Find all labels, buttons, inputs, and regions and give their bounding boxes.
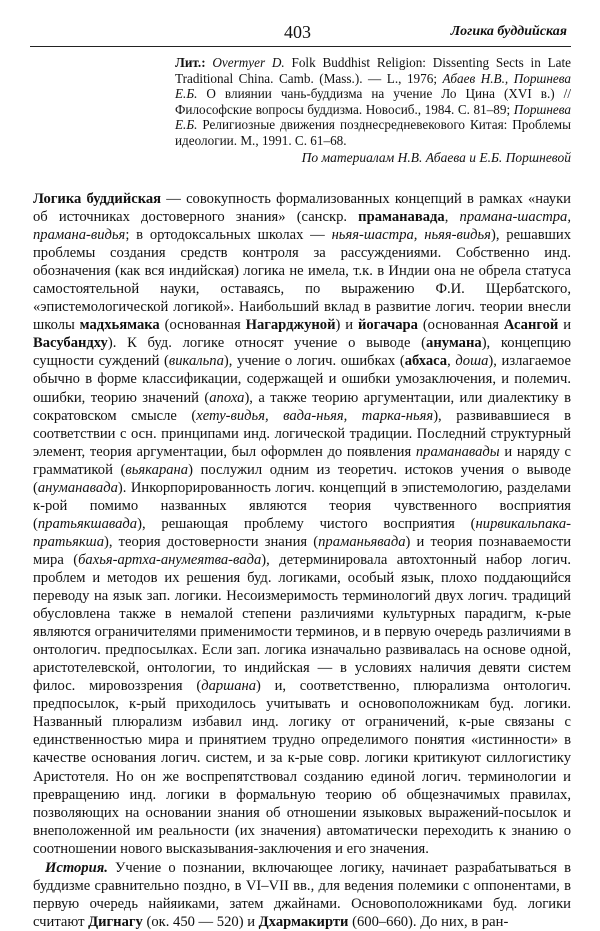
term-bold: Нагарджуной (245, 317, 336, 334)
term-italic: нирвикальпака-пратьякша (33, 515, 571, 550)
text-run: и (558, 317, 572, 334)
text-run: (основанная (159, 317, 246, 334)
text-run: и наряду с грамматикой ( (33, 443, 571, 478)
text-run: (основанная (417, 317, 504, 334)
term-bold: праманавада (358, 209, 445, 226)
source-attribution: По материалам Н.В. Абаева и Е.Б. Поршневой (301, 150, 571, 165)
term-italic: прамана-шастра, прамана-видья (33, 209, 571, 244)
text-run: (600–660). До них, в ран- (348, 913, 509, 930)
article-title: Логика буддийская (33, 191, 162, 207)
text-run: ), а также теорию аргументации, или диалектику в сократовском смысле ( (33, 389, 572, 424)
text-run: ), развивавшиеся в соответствии с осн. принципами инд. логической традиции. Последний структурный элемент, теория аргументации, был оформлен до появления (33, 407, 571, 460)
text-run: ), решающая проблему чистого восприятия ( (137, 515, 476, 532)
source-author: Поршнева Е.Б. (175, 101, 572, 133)
text-run: , (447, 353, 456, 370)
text-run: — совокупность формализованных концепций в рамках «науки об источниках достоверного знания» (санскр. (33, 191, 571, 226)
text-run: ), концепцию сущности суждений ( (33, 335, 572, 370)
text-run: ), решавших проблемы создания средств контроля за рассуждениями. Собственно инд. обозначения (как вся индийская) логика не имела, т.к. в Индии она не обрела статуса самостоятельной науки, оставаясь, по выражению Ф.И. Щербатского, «эпистемологической логикой». Наибольший вклад в развитие логич. теории внесли школы (33, 227, 571, 334)
term-italic: бахья-артха-анумеятва-вада (78, 551, 262, 568)
term-italic: хету-видья, вада-ньяя, тарка-ньяя (196, 407, 434, 424)
text-run: ), детерминировала автохтонный набор логич. проблем и методов их решения буд. логиками, особый язык, плохо поддающийся переводу на язык зап. логики. Несоизмеримость терминологий двух логич. традиций обусловлена также в немалой степени различиями культурных парадигм, к-рые являются ограничителями применимости терминов, и в первую очередь различиями в онтологич. предпосылках. Если зап. логика изначально развивалась на основе одной, аристотелевской, онтологии, то индийская — в условиях наличия девяти систем филос. мировоззрения ( (33, 551, 572, 695)
source-text: Folk Buddhist Religion: Dissenting Sects in Late Traditional China. Camb. (Mass.). — L., 1976; (175, 55, 572, 86)
source-text: О влиянии чань-буддизма на учение Ло Цина (XVI в.) // Философские вопросы буддизма. Новосиб., 1984. С. 81–89; (175, 86, 571, 117)
literature-label: Лит.: (175, 55, 206, 70)
term-italic: вьякарана (125, 461, 189, 478)
text-run: ). Инкорпорированность логич. концепций в эпистемологию, разделами к-рой помимо названных являются теория чувственного восприятия ( (33, 479, 571, 532)
term-italic: ануманавада (37, 479, 118, 496)
text-run: ) и (335, 317, 358, 334)
term-italic: праманавады (415, 443, 500, 460)
term-italic: праманьявада (318, 533, 406, 550)
term-italic: апоха (209, 389, 245, 406)
source-author: Overmyer D. (212, 55, 285, 70)
article-body (33, 190, 571, 931)
header-divider (30, 46, 571, 47)
term-bold: абхаса (404, 353, 448, 370)
text-run: ). К буд. логике относят учение о выводе ( (107, 335, 427, 352)
text-run: ) послужил одним из теоретич. истоков учения о выводе ( (33, 461, 571, 496)
page-number: 403 (284, 22, 311, 42)
term-bold: анумана (426, 335, 482, 352)
page-header (0, 22, 600, 44)
term-bold: Асангой (503, 317, 559, 334)
term-bold: йогачара (357, 317, 418, 334)
text-run: ), излагаемое обычно в форме классификации, содержащей и ошибки умозаключения, и полемич. ошибки, теорию значений ( (33, 353, 571, 406)
term-bold: Дигнагу (88, 913, 143, 930)
term-bold: мадхьямака (79, 317, 160, 334)
text-run: ), учение о логич. ошибках ( (223, 353, 405, 370)
term-italic: даршана (201, 678, 257, 695)
text-run: ) и, соответственно, плюрализма онтологич. предпосылок, к-рый приходилось учитывать и основоположникам буд. логики. Названный плюрализм избавил инд. логику от ограничений, к-рые связаны с единственностью мира и принятием трудно определимого понятия «истинности» в качестве основания логич. систем, и за к-рые совр. логики критикуют силлогистику Аристотеля. Но он же воспрепятствовал созданию единой логич. терминологии и превращению инд. логики в формальную теорию об общезначимых правилах, позволяющих на основании знания об отношении языковых выражений-посылок и внеположенной им реальности (их значения) автоматически переходить к знанию о соотношении нового высказывания-заключения и его значения. (33, 678, 571, 857)
section-label: История. (45, 859, 108, 876)
text-run: (ок. 450 — 520) и (142, 913, 259, 930)
article-paragraph (33, 190, 571, 858)
text-run: ; в ортодоксальных школах — (125, 227, 332, 244)
literature-block (175, 55, 571, 149)
text-run: ) и теория познаваемости мира ( (33, 533, 572, 568)
source-text: Религиозные движения позднесредневекового Китая: Проблемы идеологии. М., 1991. С. 61–68. (175, 117, 571, 148)
term-bold: Дхармакирти (258, 913, 349, 930)
term-italic: пратьякшавада (37, 515, 138, 532)
running-title: Логика буддийская (450, 24, 567, 39)
text-run: Учение о познании, включающее логику, начинает разрабатываться в буддизме сравнительно поздно, в VI–VII вв., для ведения полемики с оппонентами, в первую очередь найяиками, затем джайнами. Основоположниками буд. логики считают (33, 859, 571, 930)
term-italic: ньяя-шастра, ньяя-видья (331, 227, 491, 244)
source-author: Абаев Н.В., Поршнева Е.Б. (175, 70, 571, 102)
term-bold: Васубандху (33, 335, 108, 352)
article-paragraph (33, 859, 571, 931)
text-run: , (444, 209, 460, 226)
text-run: ), теория достоверности знания ( (104, 533, 319, 550)
term-italic: доша (455, 353, 489, 370)
term-italic: викальпа (168, 353, 224, 370)
